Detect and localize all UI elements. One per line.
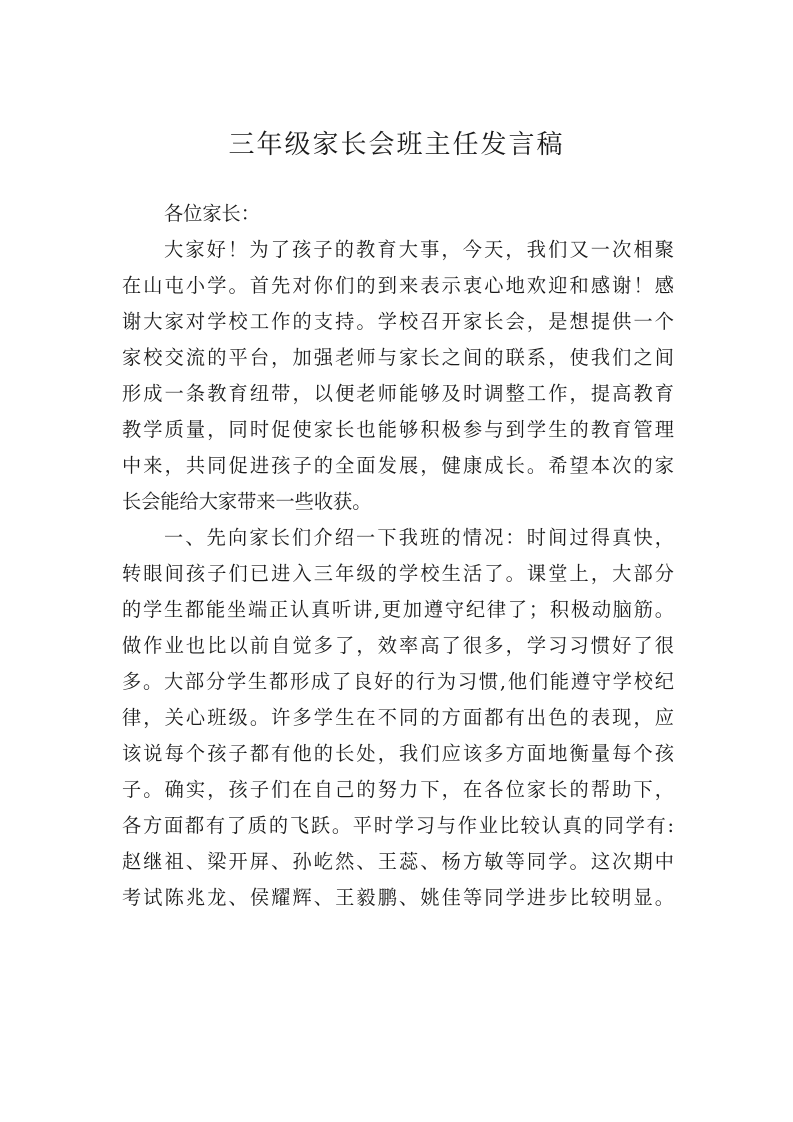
paragraph-line: 家校交流的平台，加强老师与家长之间的联系，使我们之间 (122, 346, 674, 369)
paragraph-line: 律，关心班级。许多学生在不同的方面都有出色的表现，应 (122, 706, 674, 729)
paragraph-line: 赵继祖、梁开屏、孙屹然、王蕊、杨方敏等同学。这次期中 (122, 850, 674, 873)
paragraph-1 (122, 232, 674, 520)
paragraph-line: 考试陈兆龙、侯耀辉、王毅鹏、姚佳等同学进步比较明显。 (122, 886, 674, 909)
paragraph-line: 一、先向家长们介绍一下我班的情况：时间过得真快， (164, 526, 674, 549)
paragraph-line: 多。大部分学生都形成了良好的行为习惯,他们能遵守学校纪 (122, 670, 674, 693)
document-body (122, 196, 674, 916)
paragraph-line: 教学质量，同时促使家长也能够积极参与到学生的教育管理 (122, 418, 674, 441)
salutation: 各位家长： (164, 202, 260, 225)
paragraph-line: 子。确实，孩子们在自己的努力下，在各位家长的帮助下， (122, 778, 674, 801)
paragraph-line: 该说每个孩子都有他的长处，我们应该多方面地衡量每个孩 (122, 742, 674, 765)
paragraph-line: 谢大家对学校工作的支持。学校召开家长会，是想提供一个 (122, 310, 674, 333)
paragraph-2 (122, 520, 674, 916)
paragraph-line: 形成一条教育纽带，以便老师能够及时调整工作，提高教育 (122, 382, 674, 405)
paragraph-line: 中来，共同促进孩子的全面发展，健康成长。希望本次的家 (122, 454, 674, 477)
paragraph-line: 在山屯小学。首先对你们的到来表示衷心地欢迎和感谢！感 (122, 274, 674, 297)
paragraph-line: 各方面都有了质的飞跃。平时学习与作业比较认真的同学有: (122, 814, 674, 837)
paragraph-line: 转眼间孩子们已进入三年级的学校生活了。课堂上，大部分 (122, 562, 674, 585)
paragraph-line: 的学生都能坐端正认真听讲,更加遵守纪律了；积极动脑筋。 (122, 598, 674, 621)
document-title: 三年级家长会班主任发言稿 (228, 130, 565, 160)
paragraph-line: 大家好！为了孩子的教育大事，今天，我们又一次相聚 (164, 238, 674, 261)
paragraph-line: 做作业也比以前自觉多了，效率高了很多，学习习惯好了很 (122, 634, 674, 657)
paragraph-line: 长会能给大家带来一些收获。 (122, 490, 372, 513)
